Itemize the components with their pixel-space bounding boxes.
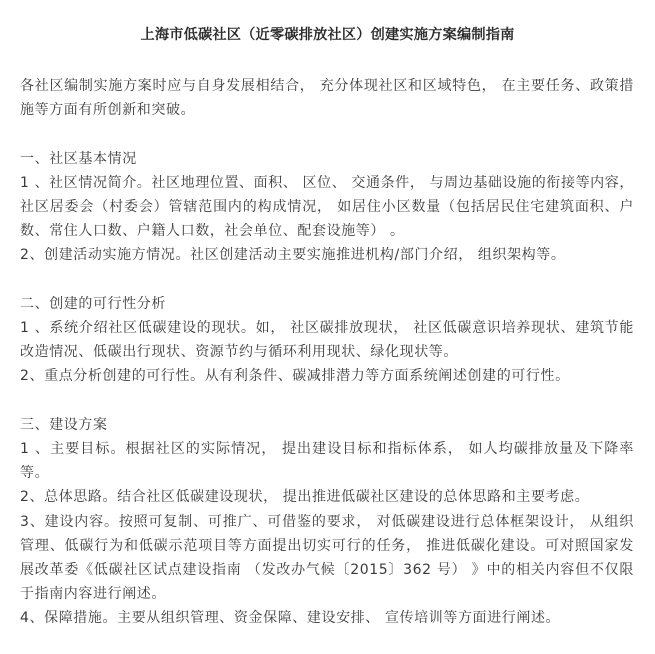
paragraph-spacer xyxy=(20,389,634,413)
section-item: 2、创建活动实施方情况。社区创建活动主要实施推进机构/部门介绍， 组织架构等。 xyxy=(20,247,566,264)
section-item: 2、重点分析创建的可行性。从有利条件、碳减排潜力等方面系统阐述创建的可行性。 xyxy=(20,368,570,385)
section-item: 1 、主要目标。根据社区的实际情况， 提出建设目标和指标体系， 如人均碳排放量及下降率等。 xyxy=(20,441,634,482)
intro-paragraph: 各社区编制实施方案时应与自身发展相结合， 充分体现社区和区域特色， 在主要任务、政策措施等方面有所创新和突破。 xyxy=(20,78,634,119)
section-item: 1 、社区情况简介。社区地理位置、面积、 区位、 交通条件， 与周边基础设施的衔接等内容，社区居委会（村委会）管辖范围内的构成情况， 如居住小区数量（包括居民住宅建筑面积、户数、常住人口数、户籍人口数，社会单位、配套设施等） 。 xyxy=(20,174,634,240)
document-body xyxy=(20,74,634,631)
paragraph-spacer xyxy=(20,122,634,146)
section-feasibility xyxy=(20,292,634,389)
section-item: 4、保障措施。主要从组织管理、资金保障、建设安排、 宣传培训等方面进行阐述。 xyxy=(20,610,561,627)
section-item: 2、总体思路。结合社区低碳建设现状， 提出推进低碳社区建设的总体思路和主要考虑。 xyxy=(20,489,590,506)
section-heading: 二、创建的可行性分析 xyxy=(20,295,166,312)
paragraph-spacer xyxy=(20,268,634,292)
section-item: 3、建设内容。按照可复制、可推广、可借鉴的要求， 对低碳建设进行总体框架设计， 从组织管理、低碳行为和低碳示范项目等方面提出切实可行的任务， 推进低碳化建设。可对照国家发展改革委《低碳社区试点建设指南 （发改办气候〔2015〕362 号） 》中的相关内容但不仅限于指南内容进行阐述。 xyxy=(20,513,634,603)
section-construction-plan xyxy=(20,413,634,631)
document-title: 上海市低碳社区（近零碳排放社区）创建实施方案编制指南 xyxy=(140,27,515,43)
section-heading: 三、建设方案 xyxy=(20,416,108,433)
section-basic-info xyxy=(20,147,634,268)
section-heading: 一、社区基本情况 xyxy=(20,150,137,167)
section-item: 1 、系统介绍社区低碳建设的现状。如， 社区碳排放现状， 社区低碳意识培养现状、建筑节能改造情况、低碳出行现状、资源节约与循环利用现状、绿化现状等。 xyxy=(20,320,634,361)
